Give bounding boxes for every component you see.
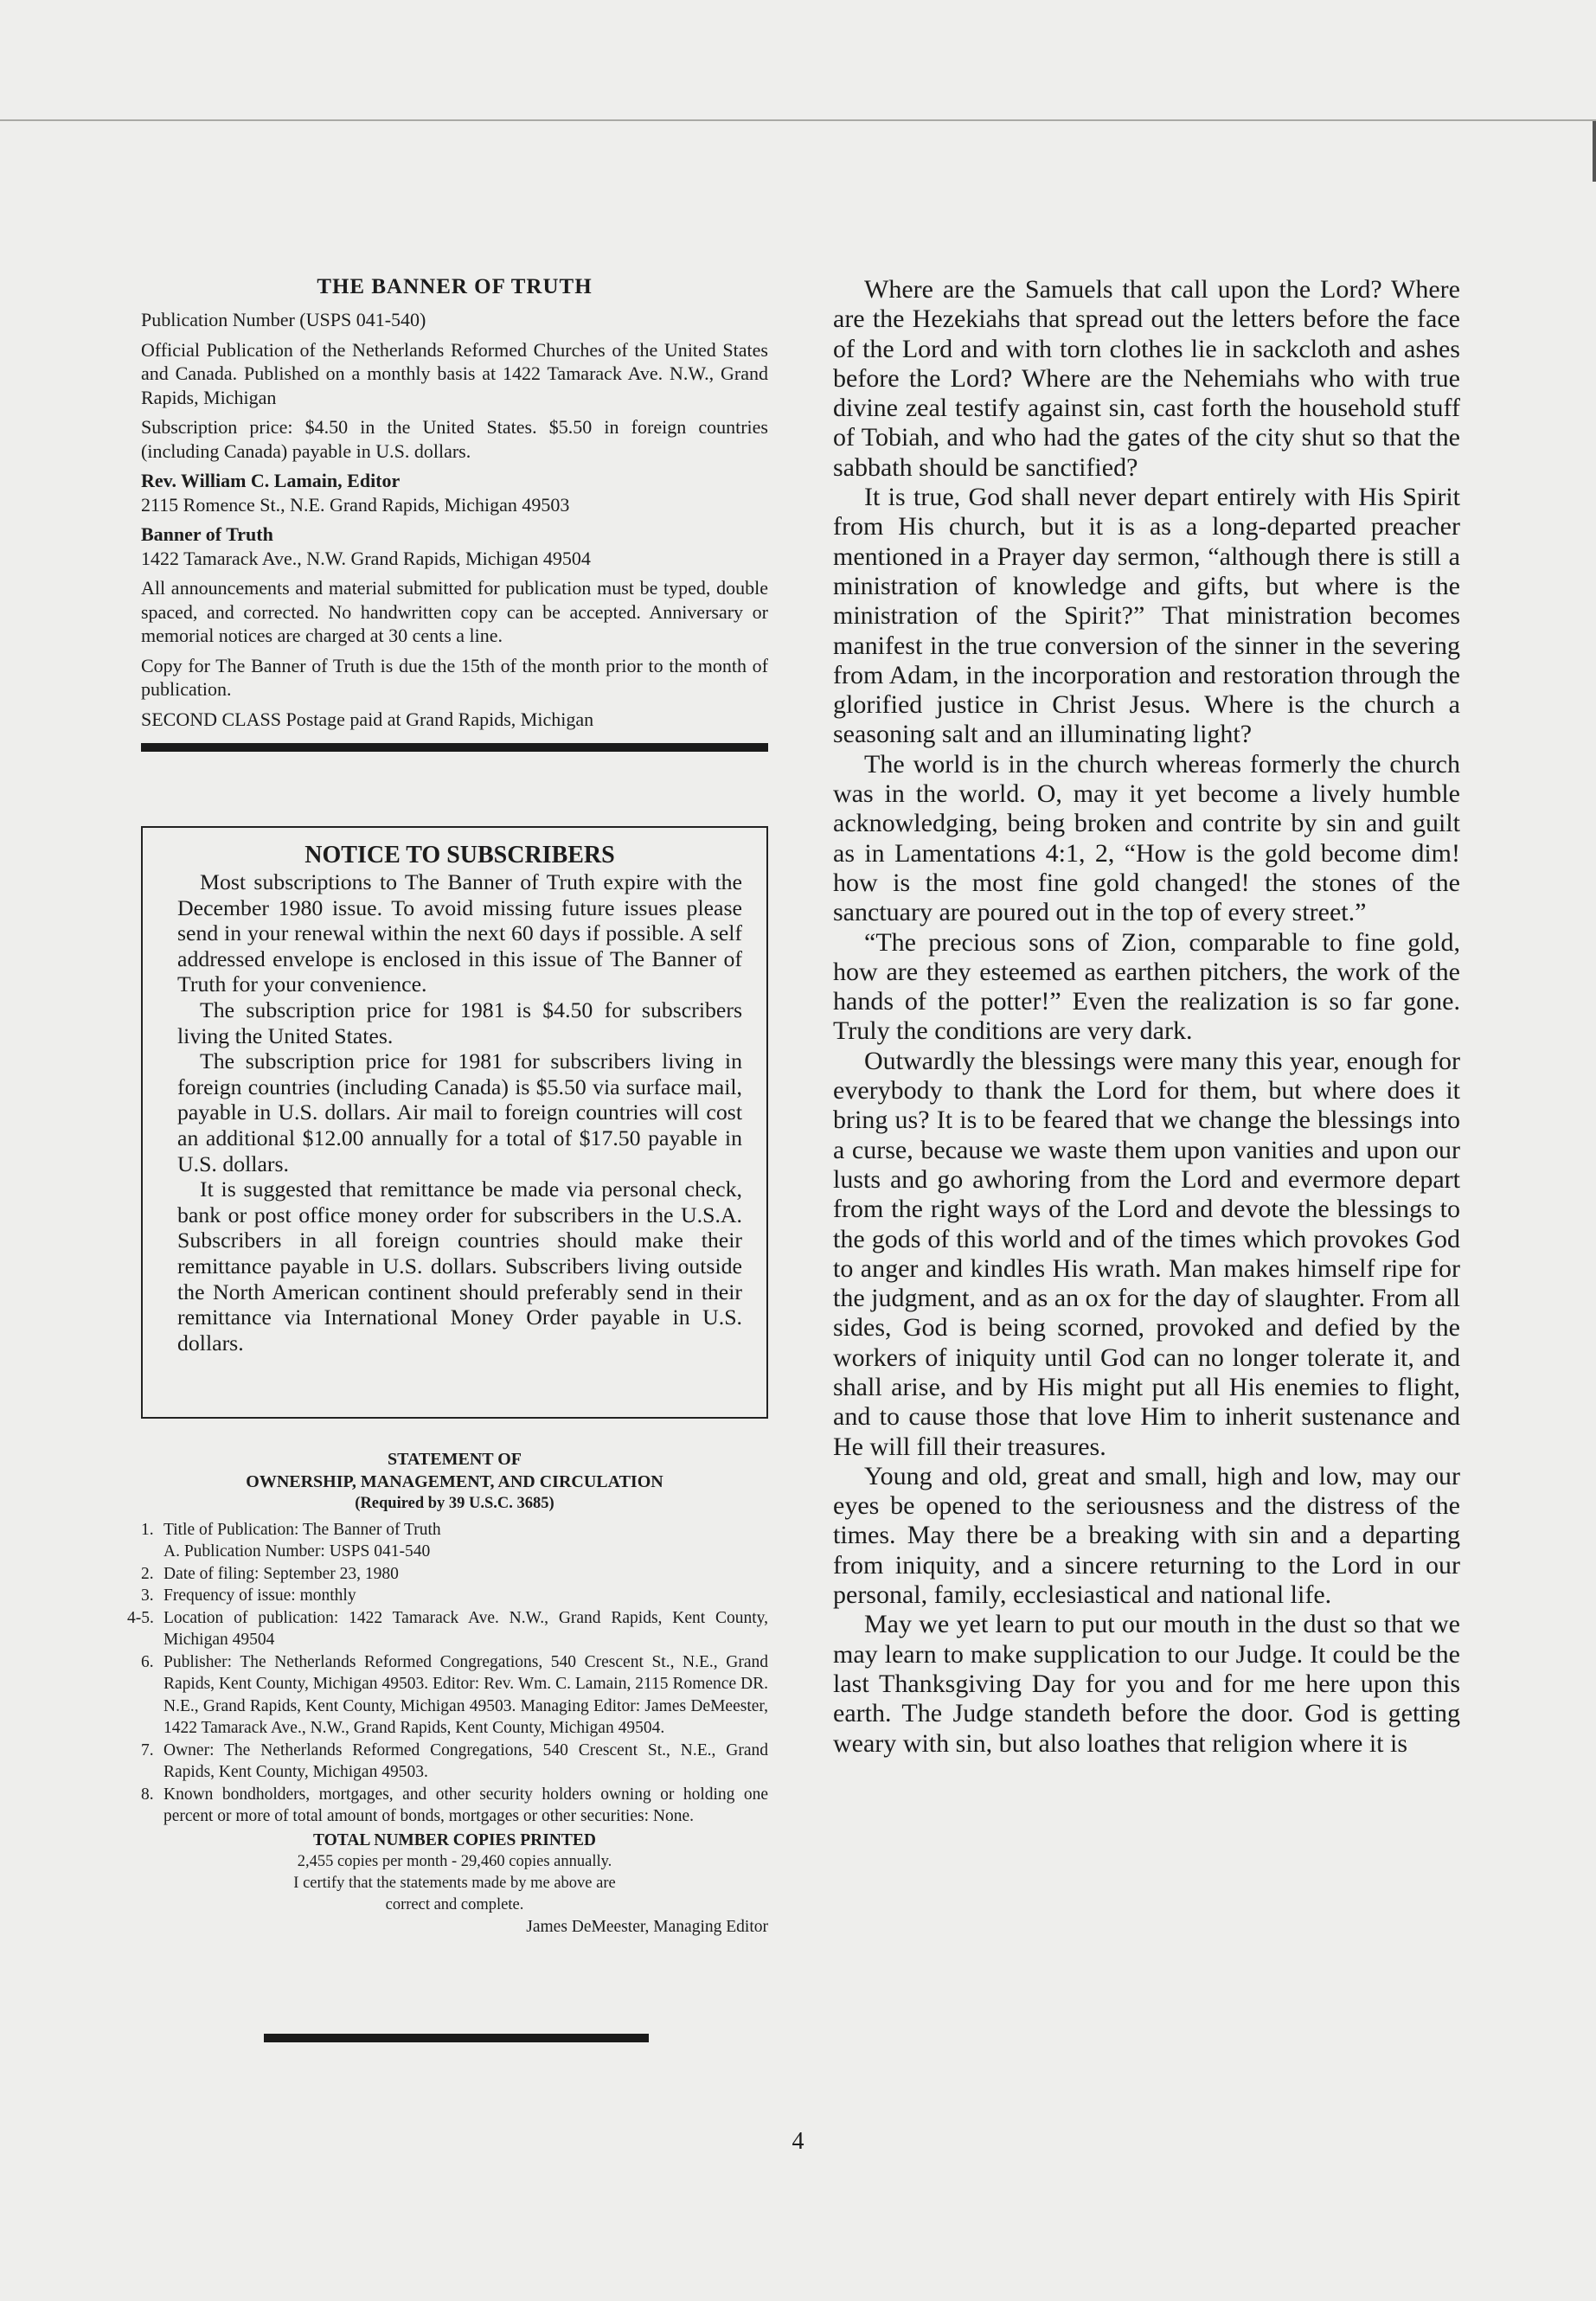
item-number: 2. [141,1564,154,1583]
copies-count: 2,455 copies per month - 29,460 copies annually. [297,1853,612,1870]
statement-item [127,1607,768,1651]
item-number: 8. [141,1785,154,1804]
copy-due-note: Copy for The Banner of Truth is due the 15th of the month prior to the month of publication. [141,654,768,700]
certification-line: correct and complete. [385,1896,524,1913]
item-text: Date of filing: September 23, 1980 [163,1564,399,1583]
managing-editor-signature: James DeMeester, Managing Editor [526,1918,768,1936]
item-text: Publisher: The Netherlands Reformed Congregations, 540 Crescent St., N.E., Grand Rapids, Kent County, Michigan 49503. Editor: Rev. Wm. C. Lamain, 2115 Romence DR. N.E., Grand Rapids, Kent County, Michigan 49503. Managing Editor: James DeMeester, 1422 Tamarack Ave., N.W., Grand Rapids, Kent County, Michigan 49504. [163,1652,768,1737]
article-paragraph: It is true, God shall never depart entirely with His Spirit from His church, but it is as a long-departed preacher mentioned in a Prayer day sermon, “although there is still a ministration of knowledge and gifts, but where is the ministration of the Spirit?” That ministration becomes manifest in the true conversion of the sinner in the severing from Adam, in the incorporation and restoration through the glorified justice in Christ Jesus. Where is the church a seasoning salt and an illuminating light? [833,483,1460,749]
statement-item [141,1784,768,1828]
publication-number: Publication Number (USPS 041-540) [141,309,426,330]
item-number: 7. [141,1740,154,1759]
total-copies-heading: TOTAL NUMBER COPIES PRINTED [312,1830,597,1849]
item-number [141,1541,163,1563]
item-number: 3. [141,1586,154,1605]
item-text: Known bondholders, mortgages, and other security holders owning or holding one percent or more of total amount of bonds, mortgages or other securities: None. [163,1785,768,1825]
certification-line: I certify that the statements made by me above are [293,1875,616,1892]
ownership-statement [127,1449,768,1939]
scan-border-line [0,119,1596,121]
statement-item [141,1740,768,1784]
notice-paragraph: It is suggested that remittance be made via personal check, bank or post office money order for subscribers in the U.S.A. Subscribers in all foreign countries should make their remittance payable in U.S. dollars. Subscribers living outside the North American continent should preferably send in their remittance via International Money Order payable in U.S. dollars. [177,1176,742,1356]
item-text: Location of publication: 1422 Tamarack Ave. N.W., Grand Rapids, Kent County, Michigan 49504 [163,1608,768,1649]
masthead [141,275,768,752]
statement-item [141,1563,768,1586]
item-text: Owner: The Netherlands Reformed Congregations, 540 Crescent St., N.E., Grand Rapids, Kent County, Michigan 49503. [163,1740,768,1781]
article-paragraph: The world is in the church whereas formerly the church was in the world. O, may it yet become a lively humble acknowledging, being broken and contrite by sin and guilt as in Lamentations 4:1, 2, “How is the gold become dim! how is the most fine gold changed! the stones of the sanctuary are poured out in the top of every street.” [833,749,1460,927]
notice-paragraph: Most subscriptions to The Banner of Truth expire with the December 1980 issue. To avoid missing future issues please send in your renewal within the next 60 days if possible. A self addressed envelope is enclosed in this issue of The Banner of Truth for your convenience. [177,869,742,997]
article-paragraph: Young and old, great and small, high and low, may our eyes be opened to the seriousness and the distress of the times. May there be a breaking with sin and a departing from iniquity, and a sincere returning to the Lord in our personal, family, ecclesiastical and national life. [833,1461,1460,1610]
banner-name: Banner of Truth [141,523,273,545]
item-text: Title of Publication: The Banner of Truth [163,1520,441,1539]
statement-heading: STATEMENT OF [387,1450,522,1469]
statement-requirement: (Required by 39 U.S.C. 3685) [355,1495,554,1512]
statement-item [141,1585,768,1607]
official-publication: Official Publication of the Netherlands Reformed Churches of the United States and Canada. Published on a monthly basis at 1422 Tamarack Ave. N.W., Grand Rapids, Michigan [141,338,768,408]
notice-to-subscribers-box [141,826,768,1419]
article-column [833,275,1460,1759]
notice-paragraph: The subscription price for 1981 is $4.50 for subscribers living the United States. [177,997,742,1048]
article-paragraph: “The precious sons of Zion, comparable to fine gold, how are they esteemed as earthen pitchers, the work of the hands of the potter!” Even the realization is so far gone. Truly the conditions are very dark. [833,927,1460,1046]
scan-edge-mark [1593,121,1596,182]
masthead-rule [141,743,768,752]
announcements-note: All announcements and material submitted for publication must be typed, double spaced, and corrected. No handwritten copy can be accepted. Anniversary or memorial notices are charged at 30 cents a line. [141,577,768,646]
item-text: Frequency of issue: monthly [163,1586,356,1605]
article-paragraph: Outwardly the blessings were many this year, enough for everybody to thank the Lord for them, but where does it bring us? It is to be feared that we change the blessings into a curse, because we waste them upon vanities and upon our lusts and go awhoring from the Lord and evermore depart from the right ways of the Lord and devote the blessings to the gods of this world and of the times which provokes God to anger and kindles His wrath. Man makes himself ripe for the judgment, and as an ox for the day of slaughter. From all sides, God is being scorned, provoked and defied by the workers of iniquity until God can no longer tolerate it, and shall arise, and by His might put all His enemies to flight, and to cause those that love Him to inherit sustenance and He will fill their treasures. [833,1046,1460,1461]
masthead-title: THE BANNER OF TRUTH [317,275,593,298]
statement-subheading: OWNERSHIP, MANAGEMENT, AND CIRCULATION [246,1471,663,1491]
article-paragraph: Where are the Samuels that call upon the Lord? Where are the Hezekiahs that spread out the letters before the face of the Lord and with torn clothes lie in sackcloth and ashes before the Lord? Where are the Nehemiahs who with true divine zeal testify against sin, cast forth the household stuff of Tobiah, and who had the gates of the city shut so that the sabbath should be sanctified? [833,275,1460,482]
statement-rule [264,2034,649,2042]
item-number: 6. [141,1652,154,1671]
statement-items [127,1519,768,1828]
item-number: 4-5. [127,1608,154,1627]
postage-note: SECOND CLASS Postage paid at Grand Rapids, Michigan [141,708,594,730]
page-number: 4 [792,2128,804,2155]
editor-name: Rev. William C. Lamain, Editor [141,470,401,491]
statement-item [141,1651,768,1740]
item-text: A. Publication Number: USPS 041-540 [163,1542,431,1561]
notice-title: NOTICE TO SUBSCRIBERS [304,842,615,868]
banner-address: 1422 Tamarack Ave., N.W. Grand Rapids, Michigan 49504 [141,547,591,569]
statement-item [141,1519,768,1541]
editor-address: 2115 Romence St., N.E. Grand Rapids, Michigan 49503 [141,493,570,516]
item-number: 1. [141,1520,154,1539]
statement-item [141,1541,768,1563]
subscription-price: Subscription price: $4.50 in the United States. $5.50 in foreign countries (including Canada) payable in U.S. dollars. [141,416,768,462]
notice-paragraph: The subscription price for 1981 for subscribers living in foreign countries (including Canada) is $5.50 via surface mail, payable in U.S. dollars. Air mail to foreign countries will cost an additional $12.00 annually for a total of $17.50 payable in U.S. dollars. [177,1048,742,1176]
article-paragraph: May we yet learn to put our mouth in the dust so that we may learn to make supplication to our Judge. It could be the last Thanksgiving Day for you and for me here upon this earth. The Judge standeth before the door. God is getting weary with sin, but also loathes that religion where it is [833,1610,1460,1758]
